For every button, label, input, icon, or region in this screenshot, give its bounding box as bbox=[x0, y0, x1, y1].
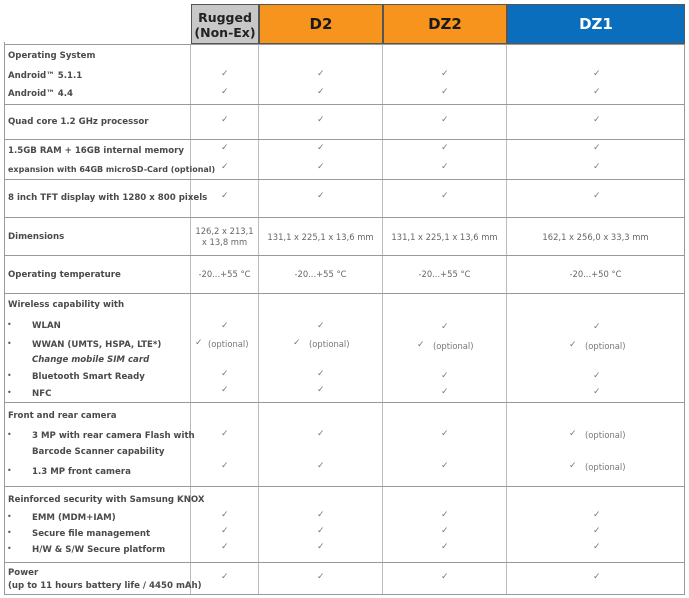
check-icon: ✓ bbox=[317, 461, 325, 471]
check-icon: ✓ bbox=[441, 191, 449, 201]
check-icon: ✓ bbox=[593, 572, 601, 582]
check-icon: ✓ bbox=[593, 387, 601, 397]
header-row bbox=[4, 4, 685, 44]
check-icon: ✓ bbox=[221, 115, 229, 125]
check-icon: ✓ bbox=[593, 115, 601, 125]
check-icon: ✓ bbox=[317, 162, 325, 172]
table-row-power bbox=[4, 563, 685, 595]
check-icon: ✓ bbox=[221, 385, 229, 395]
dim-rugged-line1: 126,2 x 213,1 bbox=[195, 226, 254, 236]
check-icon: ✓ bbox=[441, 542, 449, 552]
check-icon: ✓ bbox=[569, 340, 577, 350]
check-icon: ✓ bbox=[317, 87, 325, 97]
check-icon: ✓ bbox=[221, 461, 229, 471]
dim-dz2: 131,1 x 225,1 x 13,6 mm bbox=[391, 232, 498, 242]
check-icon: ✓ bbox=[593, 510, 601, 520]
optional-label: (optional) bbox=[208, 339, 249, 349]
bullet-icon: • bbox=[7, 528, 12, 537]
dim-rugged-line2: x 13,8 mm bbox=[201, 237, 248, 247]
camera-front: 1.3 MP front camera bbox=[32, 467, 131, 477]
check-icon: ✓ bbox=[195, 338, 203, 348]
check-icon: ✓ bbox=[221, 69, 229, 79]
check-icon: ✓ bbox=[593, 322, 601, 332]
check-icon: ✓ bbox=[441, 143, 449, 153]
power-title: Power bbox=[8, 568, 39, 578]
check-icon: ✓ bbox=[441, 115, 449, 125]
wireless-wlan: WLAN bbox=[32, 321, 61, 331]
mem-sd: expansion with 64GB microSD-Card (optional) bbox=[8, 165, 216, 174]
header-dz1: DZ1 bbox=[507, 4, 685, 44]
check-icon: ✓ bbox=[317, 143, 325, 153]
bullet-icon: • bbox=[7, 339, 12, 348]
wireless-bt: Bluetooth Smart Ready bbox=[32, 372, 145, 382]
temp-rugged: -20...+55 °C bbox=[198, 269, 251, 279]
check-icon: ✓ bbox=[593, 69, 601, 79]
os-title: Operating System bbox=[8, 51, 96, 61]
check-icon: ✓ bbox=[569, 429, 577, 439]
table-row-dimensions bbox=[4, 218, 685, 256]
check-icon: ✓ bbox=[317, 526, 325, 536]
check-icon: ✓ bbox=[441, 526, 449, 536]
optional-label: (optional) bbox=[585, 430, 626, 440]
table-row-os bbox=[4, 44, 685, 105]
mem-ram: 1.5GB RAM + 16GB internal memory bbox=[8, 146, 184, 156]
check-icon: ✓ bbox=[317, 429, 325, 439]
check-icon: ✓ bbox=[221, 143, 229, 153]
check-icon: ✓ bbox=[441, 510, 449, 520]
check-icon: ✓ bbox=[221, 321, 229, 331]
cpu-title: Quad core 1.2 GHz processor bbox=[8, 117, 149, 127]
check-icon: ✓ bbox=[441, 69, 449, 79]
check-icon: ✓ bbox=[417, 340, 425, 350]
table-row-memory bbox=[4, 140, 685, 180]
dim-dz1: 162,1 x 256,0 x 33,3 mm bbox=[542, 232, 649, 242]
bullet-icon: • bbox=[7, 371, 12, 380]
dim-d2: 131,1 x 225,1 x 13,6 mm bbox=[267, 232, 374, 242]
bullet-icon: • bbox=[7, 466, 12, 475]
check-icon: ✓ bbox=[317, 510, 325, 520]
check-icon: ✓ bbox=[221, 191, 229, 201]
check-icon: ✓ bbox=[569, 461, 577, 471]
check-icon: ✓ bbox=[441, 429, 449, 439]
os-android51: Android™ 5.1.1 bbox=[8, 71, 83, 81]
header-rugged-line1: Rugged bbox=[198, 10, 252, 25]
table-row-security bbox=[4, 487, 685, 563]
check-icon: ✓ bbox=[593, 371, 601, 381]
check-icon: ✓ bbox=[593, 191, 601, 201]
check-icon: ✓ bbox=[293, 338, 301, 348]
wireless-sim: Change mobile SIM card bbox=[32, 355, 150, 365]
table-row-wireless bbox=[4, 294, 685, 403]
security-emm: EMM (MDM+IAM) bbox=[32, 513, 116, 523]
check-icon: ✓ bbox=[221, 429, 229, 439]
table-row-display bbox=[4, 180, 685, 218]
wireless-title: Wireless capability with bbox=[8, 300, 125, 310]
header-rugged-line2: (Non-Ex) bbox=[194, 25, 256, 40]
check-icon: ✓ bbox=[593, 87, 601, 97]
header-dz2: DZ2 bbox=[383, 4, 507, 44]
check-icon: ✓ bbox=[221, 369, 229, 379]
check-icon: ✓ bbox=[441, 387, 449, 397]
dimensions-title: Dimensions bbox=[8, 232, 65, 242]
check-icon: ✓ bbox=[593, 143, 601, 153]
bullet-icon: • bbox=[7, 430, 12, 439]
header-d2: D2 bbox=[259, 4, 383, 44]
bullet-icon: • bbox=[7, 512, 12, 521]
table-row-temperature bbox=[4, 256, 685, 294]
camera-title: Front and rear camera bbox=[8, 411, 117, 421]
security-platform: H/W & S/W Secure platform bbox=[32, 545, 166, 555]
check-icon: ✓ bbox=[441, 87, 449, 97]
temp-dz1: -20...+50 °C bbox=[569, 269, 622, 279]
camera-rear-line2: Barcode Scanner capability bbox=[32, 447, 165, 457]
camera-rear-line1: 3 MP with rear camera Flash with bbox=[32, 431, 195, 441]
check-icon: ✓ bbox=[441, 162, 449, 172]
check-icon: ✓ bbox=[317, 191, 325, 201]
check-icon: ✓ bbox=[593, 526, 601, 536]
bullet-icon: • bbox=[7, 388, 12, 397]
check-icon: ✓ bbox=[317, 542, 325, 552]
power-sub: (up to 11 hours battery life / 4450 mAh) bbox=[8, 581, 202, 591]
check-icon: ✓ bbox=[221, 572, 229, 582]
check-icon: ✓ bbox=[593, 162, 601, 172]
optional-label: (optional) bbox=[433, 341, 474, 351]
check-icon: ✓ bbox=[441, 572, 449, 582]
check-icon: ✓ bbox=[317, 321, 325, 331]
check-icon: ✓ bbox=[317, 69, 325, 79]
os-android44: Android™ 4.4 bbox=[8, 89, 73, 99]
table-row-camera bbox=[4, 403, 685, 487]
bullet-icon: • bbox=[7, 320, 12, 329]
check-icon: ✓ bbox=[593, 542, 601, 552]
check-icon: ✓ bbox=[221, 87, 229, 97]
temp-dz2: -20...+55 °C bbox=[418, 269, 471, 279]
wireless-nfc: NFC bbox=[32, 389, 52, 399]
check-icon: ✓ bbox=[221, 510, 229, 520]
check-icon: ✓ bbox=[221, 526, 229, 536]
check-icon: ✓ bbox=[441, 322, 449, 332]
check-icon: ✓ bbox=[317, 572, 325, 582]
security-file: Secure file management bbox=[32, 529, 151, 539]
check-icon: ✓ bbox=[221, 162, 229, 172]
check-icon: ✓ bbox=[317, 369, 325, 379]
wireless-wwan: WWAN (UMTS, HSPA, LTE*) bbox=[32, 340, 162, 350]
check-icon: ✓ bbox=[317, 385, 325, 395]
check-icon: ✓ bbox=[441, 371, 449, 381]
optional-label: (optional) bbox=[585, 462, 626, 472]
security-title: Reinforced security with Samsung KNOX bbox=[8, 495, 205, 505]
temp-title: Operating temperature bbox=[8, 270, 121, 280]
header-rugged bbox=[191, 4, 259, 44]
table-row-cpu bbox=[4, 105, 685, 140]
display-title: 8 inch TFT display with 1280 x 800 pixels bbox=[8, 193, 208, 203]
bullet-icon: • bbox=[7, 544, 12, 553]
check-icon: ✓ bbox=[441, 461, 449, 471]
check-icon: ✓ bbox=[221, 542, 229, 552]
optional-label: (optional) bbox=[585, 341, 626, 351]
optional-label: (optional) bbox=[309, 339, 350, 349]
check-icon: ✓ bbox=[317, 115, 325, 125]
header-empty-cell bbox=[4, 4, 191, 44]
temp-d2: -20...+55 °C bbox=[294, 269, 347, 279]
